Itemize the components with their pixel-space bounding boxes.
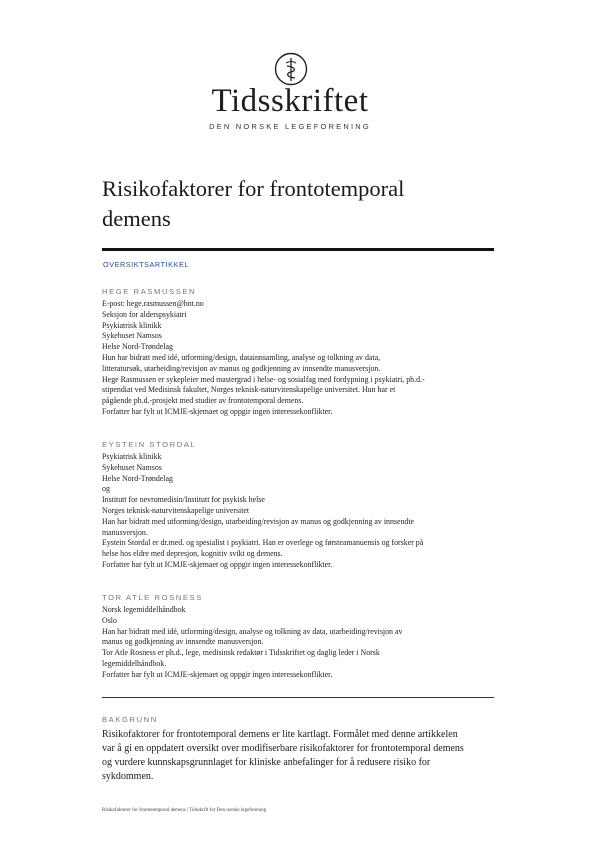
author-name: EYSTEIN STORDAL	[102, 440, 197, 449]
author-info	[102, 299, 494, 418]
author-info-line: Han har bidratt med idé, utforming/design, analyse og tolkning av data, utarbeiding/revisjon av	[102, 626, 403, 636]
author-info-line: Han har bidratt med utforming/design, utarbeiding/revisjon av manus og godkjenning av innsendte	[102, 516, 415, 526]
author-info-line: manus og godkjenning av innsendte manusversjon.	[102, 637, 264, 647]
author-info-line: Sykehuset Namsos	[102, 462, 162, 472]
author-info-line: Psykiatrisk klinikk	[102, 452, 162, 461]
journal-masthead: Tidsskriftet	[211, 83, 369, 119]
article-title-line: Risikofaktorer for frontotemporal	[102, 176, 405, 201]
background-line: sykdommen.	[102, 771, 154, 782]
author-info-line: legemiddelhåndbok.	[102, 658, 167, 668]
author-info-line: litteratursøk, utarbeiding/revisjon av manus og godkjenning av innsendte manusversjon.	[102, 363, 381, 373]
author-info-line: Helse Nord-Trøndelag	[102, 473, 173, 483]
caduceus-emblem-icon	[274, 52, 308, 86]
author-info-line: pågående ph.d.-prosjekt med studier av frontotemporal demens.	[102, 396, 304, 406]
author-info-line: stipendiat ved Medisinsk fakultet, Norges teknisk-naturvitenskapelige universitet. Hun har et	[102, 385, 396, 395]
background-line: og vurdere kunnskapsgrunnlaget for kliniske anbefalinger for å redusere risiko for	[102, 757, 431, 768]
background-text	[102, 728, 498, 784]
section-divider	[102, 697, 494, 698]
background-heading: BAKGRUNN	[102, 715, 158, 724]
journal-subtitle: DEN NORSKE LEGEFORENING	[209, 122, 371, 131]
author-info-line: Tor Atle Rosness er ph.d., lege, medisinsk redaktør i Tidsskriftet og daglig leder i Norsk	[102, 648, 380, 658]
author-info	[102, 452, 494, 571]
background-line: Risikofaktorer for frontotemporal demens er lite kartlagt. Formålet med denne artikkelen	[102, 729, 458, 740]
author-info	[102, 605, 494, 681]
author-info-line: Norsk legemiddelhåndbok	[102, 605, 186, 614]
author-info-line: Oslo	[102, 615, 117, 625]
article-title	[102, 174, 494, 234]
author-info-line: og	[102, 484, 110, 494]
author-info-line: Norges teknisk-naturvitenskapelige universitet	[102, 505, 250, 515]
author-name: TOR ATLE ROSNESS	[102, 593, 203, 602]
title-divider	[102, 248, 494, 251]
author-info-line: Psykiatrisk klinikk	[102, 320, 162, 330]
author-info-line: Forfatter har fylt ut ICMJE-skjemaet og oppgir ingen interessekonflikter.	[102, 669, 333, 679]
author-info-line: helse hos eldre med depresjon, kognitiv svikt og demens.	[102, 549, 283, 559]
author-info-line: Forfatter har fylt ut ICMJE-skjemaet og oppgir ingen interessekonflikter.	[102, 559, 333, 569]
author-info-line: Hege Rasmussen er sykepleier med mastergrad i helse- og sosialfag med fordypning i psykiatri, ph.d.-	[102, 374, 425, 384]
background-line: var å gi en oppdatert oversikt over modifiserbare risikofaktorer for frontotemporal demens	[102, 743, 464, 754]
author-info-line: Eystein Stordal er dr.med. og spesialist i psykiatri. Han er overlege og førsteamanuensis og forsker på	[102, 538, 424, 548]
article-title-line: demens	[102, 206, 171, 231]
author-info-line: Helse Nord-Trøndelag	[102, 342, 173, 352]
page-footer: Risikofaktorer for frontotemporal demens | Tidsskrift for Den norske legeforening	[102, 808, 267, 813]
author-info-line: E-post: hege.rasmussen@hnt.no	[102, 299, 204, 308]
author-info-line: Forfatter har fylt ut ICMJE-skjemaet og oppgir ingen interessekonflikter.	[102, 406, 333, 416]
author-info-line: Seksjon for alderspsykiatri	[102, 309, 187, 319]
author-info-line: Institutt for nevromedisin/Institutt for psykisk helse	[102, 495, 265, 505]
author-info-line: Sykehuset Namsos	[102, 331, 162, 341]
author-info-line: manusversjon.	[102, 527, 148, 537]
author-info-line: Hun har bidratt med idé, utforming/design, datainnsamling, analyse og tolkning av data,	[102, 352, 381, 362]
article-type-label: OVERSIKTSARTIKKEL	[103, 260, 189, 269]
author-name: HEGE RASMUSSEN	[102, 287, 197, 296]
